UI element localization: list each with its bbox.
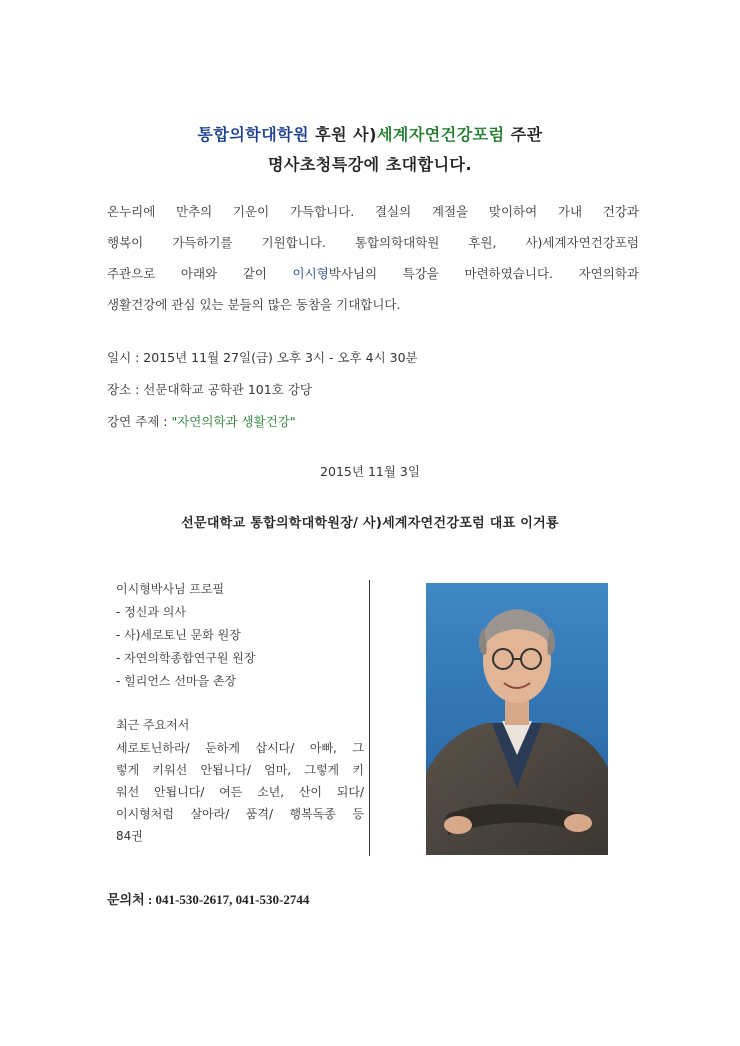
topic-value: "자연의학과 생활건강" [171,414,296,429]
intro-line-3-end: 박사님의 특강을 마련하였습니다. 자연의학과 [328,266,639,281]
works-title: 최근 주요저서 [116,718,190,732]
works-line: 렇게 키워선 안됩니다/ 엄마, 그렇게 키 [116,763,364,777]
intro-line-4: 생활건강에 관심 있는 분들의 많은 동참을 기대합니다. [107,297,401,312]
profile-item: - 사)세로토닌 문화 원장 [116,628,241,642]
contact-info [107,889,309,908]
works-line: 84권 [116,829,143,843]
event-topic [107,412,296,430]
intro-line-3-start: 주관으로 아래와 같이 [107,266,293,281]
title-forum-name: 세계자연건강포럼 [376,125,505,144]
profile-divider [369,580,370,856]
works-line: 세로토닌하라/ 둔하게 삽시다/ 아빠, 그 [116,741,364,755]
intro-line-3 [107,258,639,289]
signature-line: 선문대학교 통합의학대학원장/ 사)세계자연건강포럼 대표 이거룡 [181,516,559,531]
works-list [116,737,364,847]
event-time: 일시 : 2015년 11월 27일(금) 오후 3시 - 오후 4시 30분 [107,350,418,365]
contact-label: 문의처 [107,893,145,908]
invitation-title-line1 [0,122,740,145]
issue-date: 2015년 11월 3일 [320,464,420,479]
works-line: 이시형처럼 살아라/ 품격/ 행복독종 등 [116,807,364,821]
event-place: 장소 : 선문대학교 공학관 101호 강당 [107,382,312,397]
speaker-photo [426,583,608,855]
works-line: 워선 안됩니다/ 여든 소년, 산이 되다/ [116,785,364,799]
profile-item: - 정신과 의사 [116,605,186,619]
topic-label: 강연 주제 : [107,414,172,429]
intro-line-2: 행복이 가득하기를 기원합니다. 통합의학대학원 후원, 사)세계자연건강포럼 [107,235,639,250]
profile-title: 이시형박사님 프로필 [116,582,225,596]
intro-line-1: 온누리에 만추의 기운이 가득합니다. 결실의 계절을 맞이하여 가내 건강과 [107,204,639,219]
speaker-name-highlight: 이시형 [292,266,329,281]
contact-phone-numbers: : 041-530-2617, 041-530-2744 [144,892,310,907]
invitation-title-line2: 명사초청특강에 초대합니다. [267,155,473,174]
profile-item: - 힐리언스 선마을 촌장 [116,674,237,688]
title-sponsor-text: 후원 사) [309,125,377,144]
title-organizer-text: 주관 [504,125,543,144]
title-host-school: 통합의학대학원 [197,125,310,144]
profile-item: - 자연의학종합연구원 원장 [116,651,256,665]
intro-paragraph [107,196,639,320]
